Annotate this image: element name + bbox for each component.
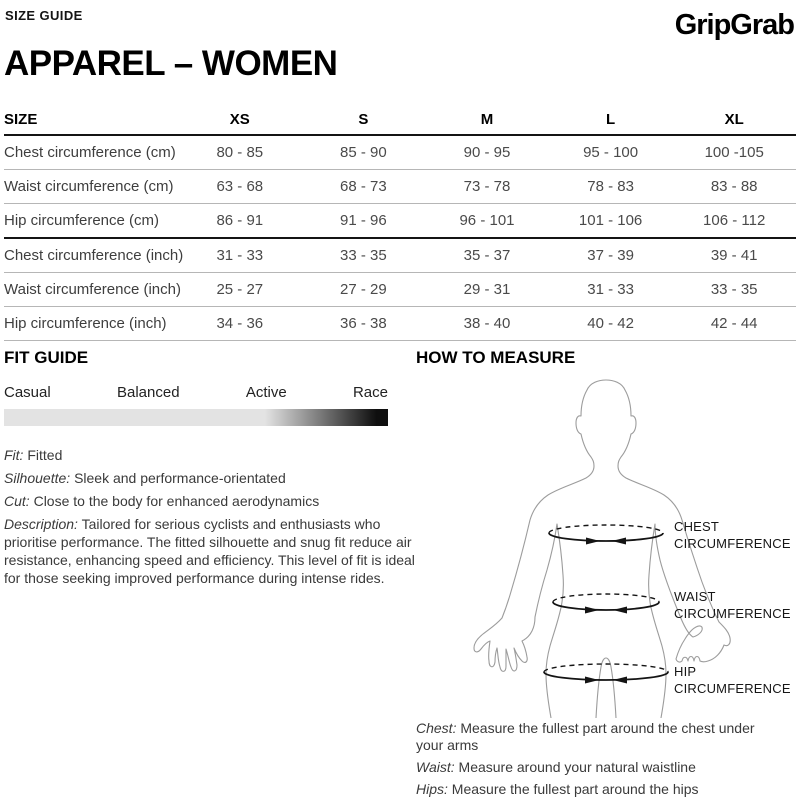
fit-scale-race: Race	[352, 384, 388, 401]
fit-attributes	[4, 446, 418, 592]
cell-value: 40 - 42	[587, 315, 634, 332]
cell-value: 101 - 106	[578, 212, 643, 229]
cell-value: 85 - 90	[340, 144, 387, 161]
page-kicker: SIZE GUIDE	[5, 8, 83, 23]
cell-value: 27 - 29	[340, 281, 387, 298]
size-table	[4, 105, 796, 341]
cell-value: 33 - 35	[340, 247, 387, 264]
cell-value: 106 - 112	[703, 212, 766, 229]
cell-value: 80 - 85	[216, 144, 264, 161]
col-header-size: SIZE	[4, 111, 38, 128]
chest-arrow-left	[586, 538, 600, 545]
cell-value: 83 - 88	[710, 178, 758, 195]
row-label: Waist circumference (cm)	[4, 178, 174, 195]
cell-value: 73 - 78	[463, 178, 511, 195]
waist-label-line1: WAIST	[674, 589, 716, 604]
fit-scale-active: Active	[245, 384, 287, 401]
chest-label-line2: CIRCUMFERENCE	[674, 536, 791, 551]
row-label: Waist circumference (inch)	[4, 281, 181, 298]
cell-value: 86 - 91	[216, 212, 264, 229]
table-row	[4, 239, 796, 273]
cell-value: 78 - 83	[587, 178, 634, 195]
attr-label: Cut:	[4, 493, 30, 509]
note-hips	[416, 781, 761, 798]
fit-scale-balanced: Balanced	[116, 384, 180, 401]
chest-label-line1: CHEST	[674, 519, 720, 534]
note-text: Measure around your natural waistline	[458, 759, 696, 775]
cell-value: 91 - 96	[340, 212, 387, 229]
measure-instructions	[416, 720, 761, 800]
table-row	[4, 204, 796, 239]
hip-arrow-right	[613, 677, 627, 684]
row-label: Hip circumference (inch)	[4, 315, 167, 332]
note-label: Chest:	[416, 720, 457, 736]
note-chest	[416, 720, 761, 754]
note-text: Measure the fullest part around the chest under your arms	[416, 720, 755, 753]
fit-gradient-bar	[4, 409, 388, 426]
table-row	[4, 307, 796, 341]
cell-value: 36 - 38	[340, 315, 387, 332]
note-label: Hips:	[416, 781, 448, 797]
figure-labels-group	[674, 519, 791, 696]
col-header-m: M	[480, 111, 494, 128]
waist-arrow-right	[613, 607, 627, 614]
waist-label-line2: CIRCUMFERENCE	[674, 606, 791, 621]
attr-text: Tailored for serious cyclists and enthusiasts who prioritise performance. The fitted silhouette and snug fit reduce air resistance, enhancing speed and efficiency. This level of fit is ideal for those seeking improved performance during intense rides.	[4, 516, 415, 586]
cell-value: 31 - 33	[216, 247, 264, 264]
note-text: Measure the fullest part around the hips	[451, 781, 699, 797]
col-header-xl: XL	[724, 111, 744, 128]
cell-value: 100 -105	[704, 144, 764, 161]
hip-arrow-left	[585, 677, 599, 684]
cell-value: 35 - 37	[463, 247, 511, 264]
cell-value: 33 - 35	[710, 281, 758, 298]
row-label: Chest circumference (cm)	[4, 144, 176, 161]
attr-text: Close to the body for enhanced aerodynamics	[33, 493, 320, 509]
page-title: APPAREL – WOMEN	[4, 44, 338, 83]
table-row	[4, 170, 796, 204]
attr-text: Sleek and performance-orientated	[74, 470, 286, 486]
cell-value: 34 - 36	[216, 315, 264, 332]
waist-tape-front	[553, 602, 659, 610]
cell-value: 37 - 39	[587, 247, 634, 264]
chest-tape-back	[549, 525, 663, 533]
attr-text: Fitted	[27, 447, 63, 463]
hip-label-line1: HIP	[674, 664, 697, 679]
hip-tape-back	[544, 664, 668, 672]
cell-value: 29 - 31	[463, 281, 511, 298]
waist-arrow-left	[585, 607, 599, 614]
fit-attr-cut	[4, 492, 418, 510]
measurement-lines-group	[544, 525, 668, 680]
cell-value: 39 - 41	[710, 247, 758, 264]
chest-tape-front	[549, 533, 663, 541]
hip-tape-front	[544, 672, 668, 680]
waist-tape-back	[553, 594, 659, 602]
attr-label: Description:	[4, 516, 78, 532]
fit-scale-labels	[4, 384, 388, 401]
cell-value: 96 - 101	[459, 212, 515, 229]
cell-value: 25 - 27	[216, 281, 264, 298]
hip-label-line2: CIRCUMFERENCE	[674, 681, 791, 696]
row-label: Chest circumference (inch)	[4, 247, 184, 264]
row-label: Hip circumference (cm)	[4, 212, 160, 229]
cell-value: 63 - 68	[216, 178, 264, 195]
note-label: Waist:	[416, 759, 455, 775]
col-header-xs: XS	[229, 111, 250, 128]
how-to-measure-heading: HOW TO MEASURE	[416, 348, 576, 367]
cell-value: 68 - 73	[340, 178, 387, 195]
size-table-header-row	[4, 105, 796, 136]
cell-value: 42 - 44	[710, 315, 758, 332]
attr-label: Fit:	[4, 447, 24, 463]
body-measurement-figure	[440, 370, 800, 718]
gripgrab-logo: GripGrab	[674, 9, 794, 41]
fit-attr-fit	[4, 446, 418, 464]
col-header-s: S	[358, 111, 369, 128]
attr-label: Silhouette:	[4, 470, 71, 486]
body-outline-left	[474, 380, 606, 718]
cell-value: 31 - 33	[587, 281, 634, 298]
fit-attr-silhouette	[4, 469, 418, 487]
cell-value: 38 - 40	[463, 315, 511, 332]
table-row	[4, 273, 796, 307]
cell-value: 90 - 95	[463, 144, 511, 161]
chest-arrow-right	[612, 538, 626, 545]
note-waist	[416, 759, 761, 776]
fit-attr-description	[4, 515, 418, 587]
table-row	[4, 136, 796, 170]
body-inner-legs	[596, 658, 616, 718]
cell-value: 95 - 100	[583, 144, 639, 161]
fit-guide-heading: FIT GUIDE	[4, 348, 89, 367]
col-header-l: L	[606, 111, 616, 128]
fit-scale-casual: Casual	[4, 384, 51, 401]
